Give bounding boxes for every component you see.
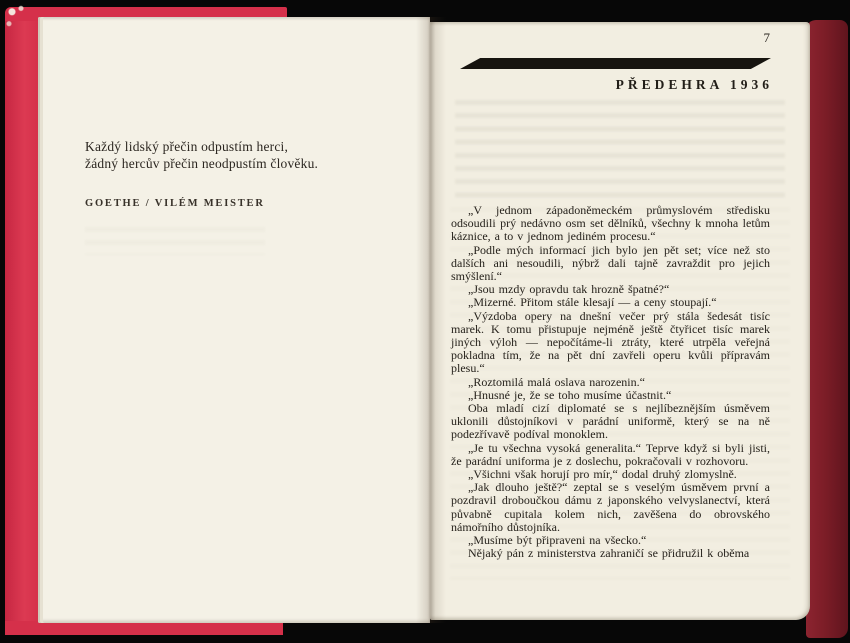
bleed-through-texture [455, 100, 785, 200]
paragraph: „Podle mých informací jich bylo jen pět set; více než sto dalších ani nesoudili, nýbrž dali tajně zavraždit pro jejich smýšlení.“ [451, 242, 770, 284]
paragraph: Oba mladí cizí diplomaté se s nejlíbeznějším úsměvem uklonili důstojníkovi v parádní uniformě, který se na ně podezřívavě podíval monoklem. [451, 401, 770, 442]
chapter-rule-bar [460, 58, 771, 69]
paragraph: Nějaký pán z ministerstva zahraničí se přidružil k oběma [468, 546, 750, 561]
right-page [430, 22, 810, 620]
quote-line: žádný hercův přečin neodpustím člověku. [85, 155, 319, 171]
worn-corner-decoration [3, 5, 33, 39]
paragraph: „V jednom západoněmeckém průmyslovém středisku odsoudili prý nedávno osm set dělníků, všechny k mnoha letům káznice, a to v jednom jediném procesu.“ [451, 203, 770, 244]
page-number: 7 [763, 30, 770, 45]
bleed-through-texture [85, 227, 265, 255]
paragraph: „Výzdoba opery na dnešní večer prý stála šedesát tisíc marek. K tomu přistupuje nejméně ještě čtyřicet tisíc marek jiných výloh — nepočítáme-li ztráty, které utrpěla veřejná pokladna tím, že na pět dní zavřeli operu kvůli přípravám plesu.“ [451, 308, 770, 376]
quote-line: Každý lidský přečin odpustím herci, [85, 139, 289, 154]
quote-attribution: GOETHE / VILÉM MEISTER [85, 198, 265, 209]
paragraph: „Jak dlouho ještě?“ zeptal se s veselým úsměvem první a pozdravil droboučkou dámu z japonského velvyslanectví, která půvabně cupitala kolem nich, zavěšena do obrovského námořního důstojníka. [451, 480, 770, 534]
book-cover-right-edge [806, 20, 848, 638]
paragraph: „Jsou mzdy opravdu tak hrozně špatné?“ [468, 282, 670, 297]
paragraph: „Je tu všechna vysoká generalita.“ Teprve když si byli jisti, že parádní uniforma je z doslechu, pokračovali v rozhovoru. [451, 440, 770, 468]
epigraph-quote [85, 139, 318, 172]
book-cover-left-edge [5, 7, 40, 635]
body-text [451, 204, 770, 560]
chapter-title: PŘEDEHRA 1936 [615, 77, 773, 92]
paragraph: „Roztomilá malá oslava narozenin.“ [468, 374, 645, 389]
paragraph: „Všichni však horují pro mír,“ dodal druhý zlomyslně. [468, 467, 737, 482]
left-page [38, 17, 430, 623]
paragraph: „Mizerné. Přitom stále klesají — a ceny stoupají.“ [468, 295, 717, 310]
book-cover-bottom-edge [5, 621, 283, 635]
paragraph: „Musíme být připraveni na všecko.“ [468, 533, 647, 548]
spine-gutter-shadow [416, 17, 446, 623]
paragraph: „Hnusné je, že se toho musíme účastnit.“ [468, 387, 672, 402]
